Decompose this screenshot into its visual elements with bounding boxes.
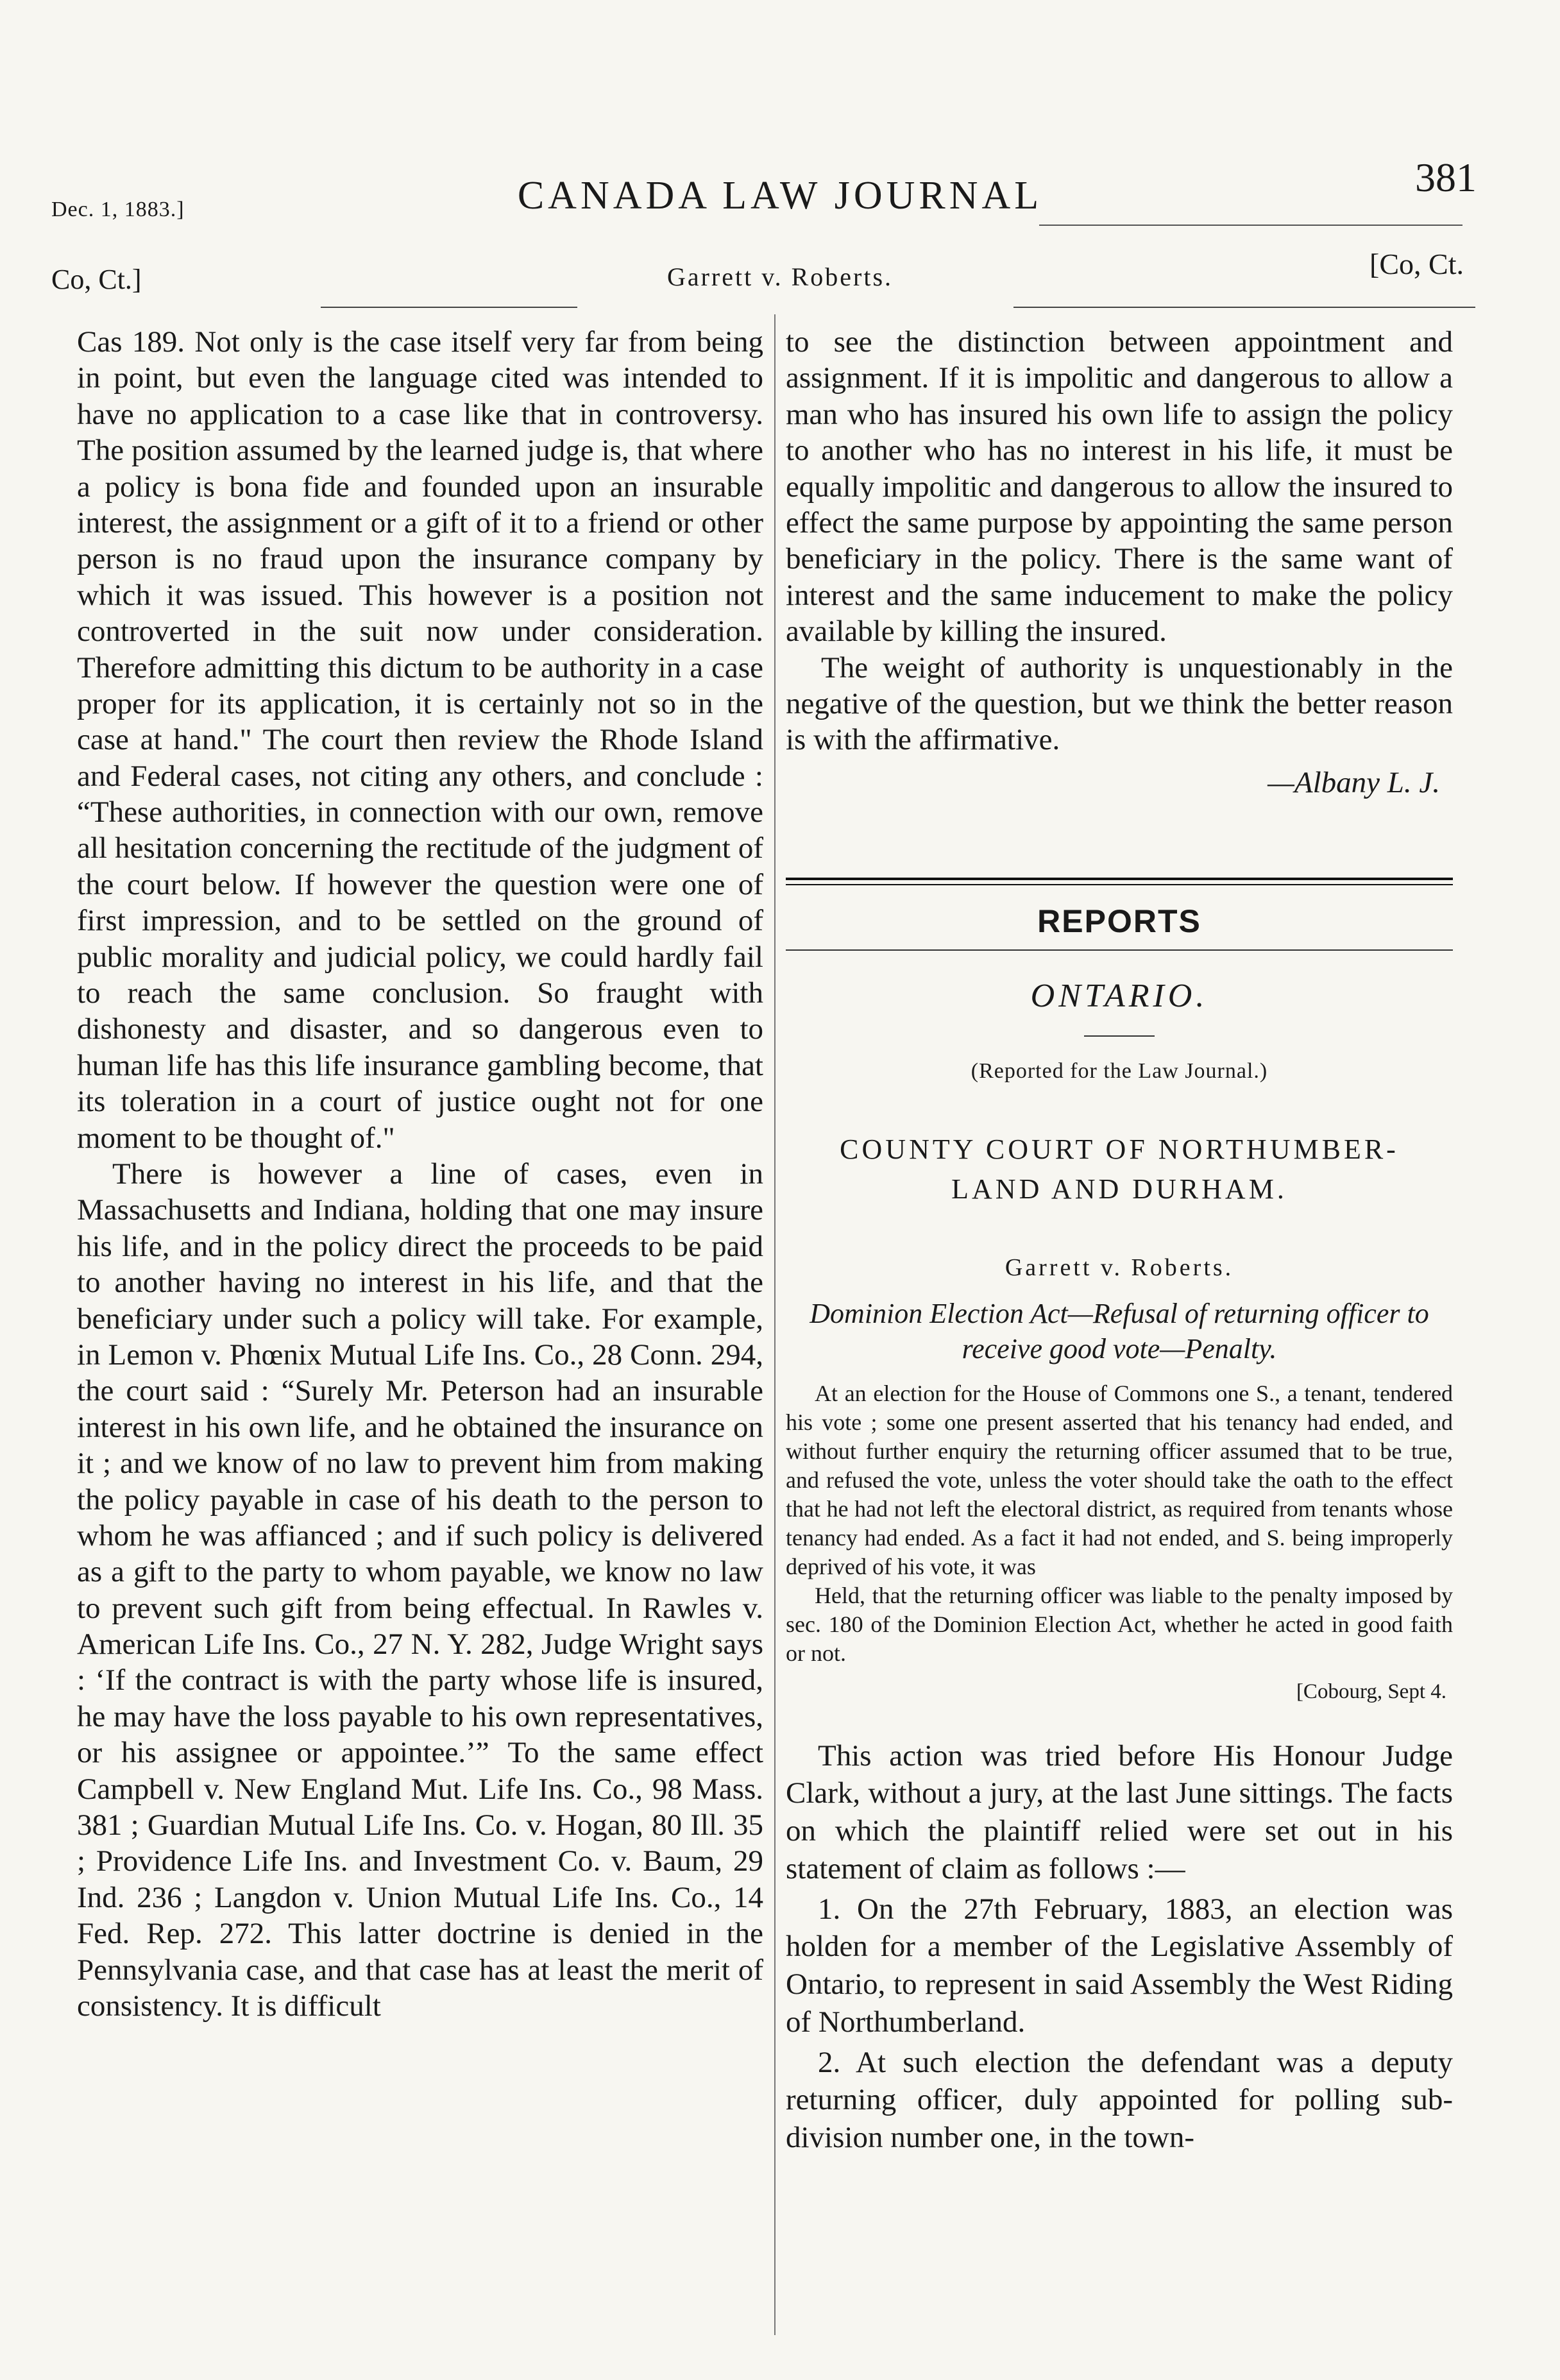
header-date: Dec. 1, 1883.]: [51, 198, 185, 221]
journal-title: CANADA LAW JOURNAL: [517, 174, 1043, 217]
body-paragraph-3: 2. At such election the defendant was a deputy returning officer, duly appointed for polling sub-division number one, in the town-: [786, 2045, 1453, 2155]
section-double-rule: [786, 878, 1453, 885]
dateline: [Cobourg, Sept 4.: [1296, 1680, 1446, 1704]
left-paragraph-2: There is however a line of cases, even in Massachusetts and Indiana, holding that one may insure his life, and in the policy direct the proceeds to be paid to another having no interest in his life, and that the beneficiary under such a policy will take. For example, in Lemon v. Phœnix Mutual Life Ins. Co., 28 Conn. 294, the court said : “Surely Mr. Peterson had an insurable interest in his own life, and he obtained the insurance on it ; and we know of no law to prevent him from making the policy payable in case of his death to the person to whom he was affianced ; and if such policy is delivered as a gift to the party to whom payable, we know no law to prevent such gift from being effectual. In Rawles v. American Life Ins. Co., 27 N. Y. 282, Judge Wright says : ‘If the contract is with the party whose life is insured, he may have the loss payable to his own representatives, or his assignee or appointee.’” To the same effect Campbell v. New England Mut. Life Ins. Co., 98 Mass. 381 ; Guardian Mutual Life Ins. Co. v. Hogan, 80 Ill. 35 ; Providence Life Ins. and Investment Co. v. Baum, 29 Ind. 236 ; Langdon v. Union Mutual Life Ins. Co., 14 Fed. Rep. 272. This latter doctrine is denied in the Pennsylvania case, and that case has at least the merit of consistency. It is difficult: [77, 1157, 763, 2023]
header-underline-left: [321, 307, 577, 308]
syllabus-paragraph-1: At an election for the House of Commons one S., a tenant, tendered his vote ; some one present asserted that his tenancy had ended, and without further enquiry the returning officer assumed that to be true, and refused the vote, unless the voter should take the oath to the effect that he had not left the electoral district, as required from tenants whose tenancy had ended. As a fact it had not ended, and S. being improperly deprived of his vote, it was: [786, 1381, 1453, 1580]
body-paragraph-1: This action was tried before His Honour Judge Clark, without a jury, at the last June sittings. The facts on which the plaintiff relied were set out in his statement of claim as follows :—: [786, 1738, 1453, 1885]
reports-rule: [786, 949, 1453, 951]
header-rule: [1039, 225, 1462, 226]
attribution: —Albany L. J.: [1268, 765, 1440, 799]
reports-heading: REPORTS: [1037, 903, 1201, 940]
report-body: [786, 1737, 1453, 2157]
court-name: [786, 1130, 1453, 1209]
header-case-name: Garrett v. Roberts.: [666, 262, 894, 291]
court-name-line-1: COUNTY COURT OF NORTHUMBER-: [840, 1134, 1399, 1166]
left-column: [77, 324, 763, 2024]
court-name-line-2: LAND AND DURHAM.: [951, 1173, 1287, 1205]
body-paragraph-2: 1. On the 27th February, 1883, an election was holden for a member of the Legislative Assembly of Ontario, to represent in said Assembly the West Riding of Northumberland.: [786, 1892, 1453, 2039]
right-paragraph-1: to see the distinction between appointment and assignment. If it is impolitic and dangerous to allow a man who has insured his own life to assign the policy to another who has no interest in his life, it must be equally impolitic and dangerous to allow the insured to effect the same purpose by appointing the same person beneficiary in the policy. There is the same want of interest and the same inducement to make the policy available by killing the insured.: [786, 325, 1453, 649]
reported-for-note: (Reported for the Law Journal.): [971, 1059, 1268, 1084]
case-title: Garrett v. Roberts.: [1005, 1254, 1234, 1282]
page-number: 381: [1415, 155, 1477, 200]
syllabus-paragraph-2: Held, that the returning officer was liable to the penalty imposed by sec. 180 of the Dominion Election Act, whether he acted in good faith or not.: [786, 1583, 1453, 1667]
right-paragraph-2: The weight of authority is unquestionably in the negative of the question, but we think the better reason is with the affirmative.: [786, 650, 1453, 757]
right-column: [786, 324, 1453, 2159]
headnote-title: Dominion Election Act—Refusal of returning officer to receive good vote—Penalty.: [810, 1298, 1429, 1365]
province-heading: ONTARIO.: [1030, 978, 1208, 1015]
header-court-left: Co, Ct.]: [51, 264, 142, 295]
column-divider: [774, 314, 776, 2335]
header-underline-right: [1013, 307, 1475, 308]
syllabus: [786, 1379, 1453, 1668]
short-rule: [1084, 1035, 1155, 1037]
header-court-right: [Co, Ct.: [1369, 248, 1464, 280]
left-paragraph-1: Cas 189. Not only is the case itself very far from being in point, but even the language cited was intended to have no application to a case like that in controversy. The position assumed by the learned judge is, that where a policy is bona fide and founded upon an insurable interest, the assignment or a gift of it to a friend or other person is no fraud upon the insurance company by which it was issued. This however is a position not controverted in the suit now under consideration. Therefore admitting this dictum to be authority in a case proper for its application, it is certainly not so in the case at hand." The court then review the Rhode Island and Federal cases, not citing any others, and conclude : “These authorities, in connection with our own, remove all hesitation concerning the rectitude of the judgment of the court below. If however the question were one of first impression, and to be settled on the ground of public morality and judicial policy, we could hardly fail to reach the same conclusion. So fraught with dishonesty and disaster, and so dangerous even to human life has this life insurance gambling become, that its toleration in a court of justice ought not for one moment to be thought of.": [77, 325, 763, 1155]
